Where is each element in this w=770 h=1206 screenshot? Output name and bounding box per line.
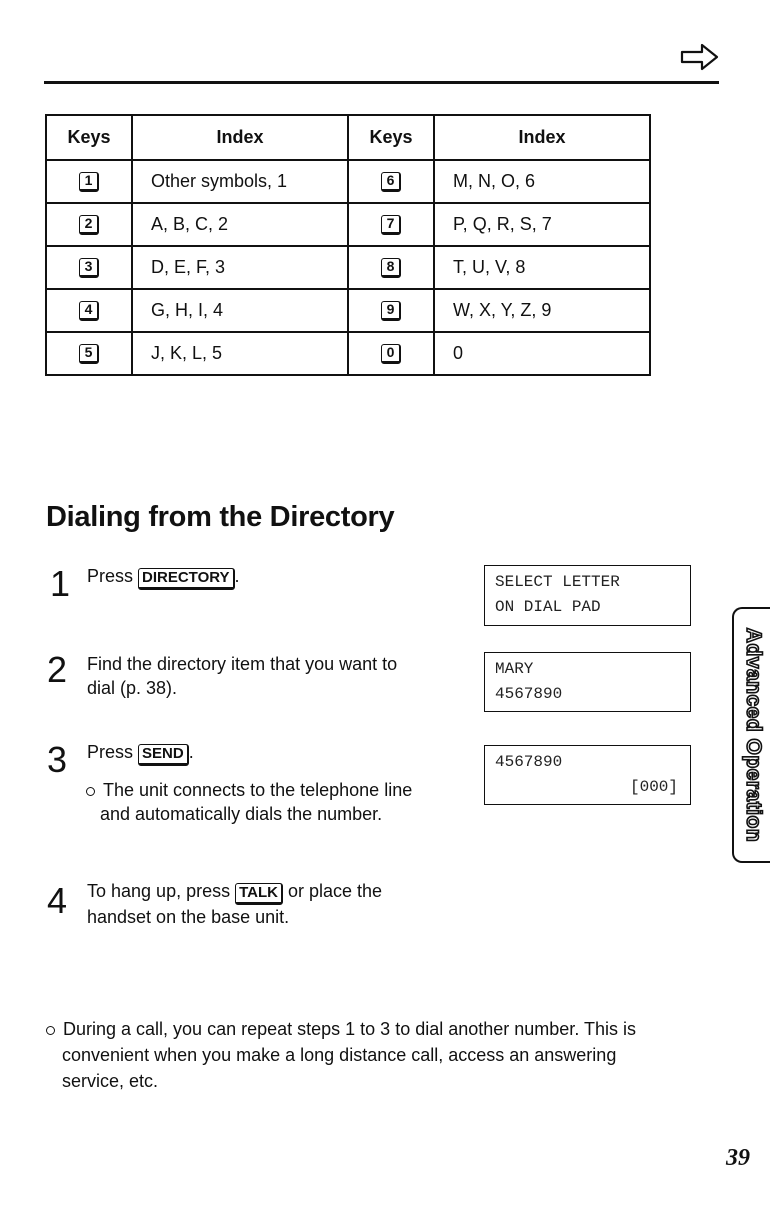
index-cell: P, Q, R, S, 7 xyxy=(434,203,650,246)
index-cell: W, X, Y, Z, 9 xyxy=(434,289,650,332)
table-row xyxy=(46,246,650,289)
header-index: Index xyxy=(434,115,650,160)
key-0-icon: 0 xyxy=(381,344,401,364)
step-number: 2 xyxy=(47,649,68,690)
usage-note: During a call, you can repeat steps 1 to 3 to dial another number. This is convenient when you make a long distance call, access an answering service, etc. xyxy=(46,1016,726,1094)
section-title: Dialing from the Directory xyxy=(46,501,395,533)
index-cell: D, E, F, 3 xyxy=(132,246,348,289)
key-index-table xyxy=(45,114,651,376)
key-1-icon: 1 xyxy=(79,172,99,192)
directory-key-icon: DIRECTORY xyxy=(138,568,235,590)
step-text: Press DIRECTORY . xyxy=(87,564,240,590)
key-2-icon: 2 xyxy=(79,215,99,235)
table-row xyxy=(46,160,650,203)
step-number: 3 xyxy=(47,739,68,780)
send-key-icon: SEND xyxy=(138,744,189,766)
talk-key-icon: TALK xyxy=(235,883,283,905)
key-3-icon: 3 xyxy=(79,258,99,278)
step-bullet: The unit connects to the telephone line and automatically dials the number. xyxy=(86,778,412,826)
lcd-display: MARY 4567890 xyxy=(484,652,691,712)
index-cell: A, B, C, 2 xyxy=(132,203,348,246)
table-row xyxy=(46,289,650,332)
table-row xyxy=(46,203,650,246)
index-cell: 0 xyxy=(434,332,650,375)
step-text: Find the directory item that you want to dial (p. 38). xyxy=(87,654,398,698)
lcd-display: SELECT LETTER ON DIAL PAD xyxy=(484,565,691,626)
header-index: Index xyxy=(132,115,348,160)
table-header-row xyxy=(46,115,650,160)
index-cell: Other symbols, 1 xyxy=(132,160,348,203)
index-cell: M, N, O, 6 xyxy=(434,160,650,203)
step-text: Press SEND . xyxy=(87,740,194,766)
index-cell: J, K, L, 5 xyxy=(132,332,348,375)
section-side-tab: Advanced Operation xyxy=(732,607,770,863)
continue-arrow-icon xyxy=(680,42,720,72)
header-keys: Keys xyxy=(46,115,132,160)
bullet-icon xyxy=(86,787,95,796)
key-8-icon: 8 xyxy=(381,258,401,278)
header-rule xyxy=(44,81,719,84)
page-number: 39 xyxy=(726,1145,750,1171)
key-7-icon: 7 xyxy=(381,215,401,235)
key-5-icon: 5 xyxy=(79,344,99,364)
header-keys: Keys xyxy=(348,115,434,160)
key-6-icon: 6 xyxy=(381,172,401,192)
index-cell: G, H, I, 4 xyxy=(132,289,348,332)
step-number: 4 xyxy=(47,880,68,921)
lcd-display: 4567890 [000] xyxy=(484,745,691,805)
table-row xyxy=(46,332,650,375)
key-4-icon: 4 xyxy=(79,301,99,321)
key-9-icon: 9 xyxy=(381,301,401,321)
index-cell: T, U, V, 8 xyxy=(434,246,650,289)
step-number: 1 xyxy=(50,563,71,604)
bullet-icon xyxy=(46,1026,55,1035)
step-text: To hang up, press TALK or place the handset on the base unit. xyxy=(87,881,383,927)
